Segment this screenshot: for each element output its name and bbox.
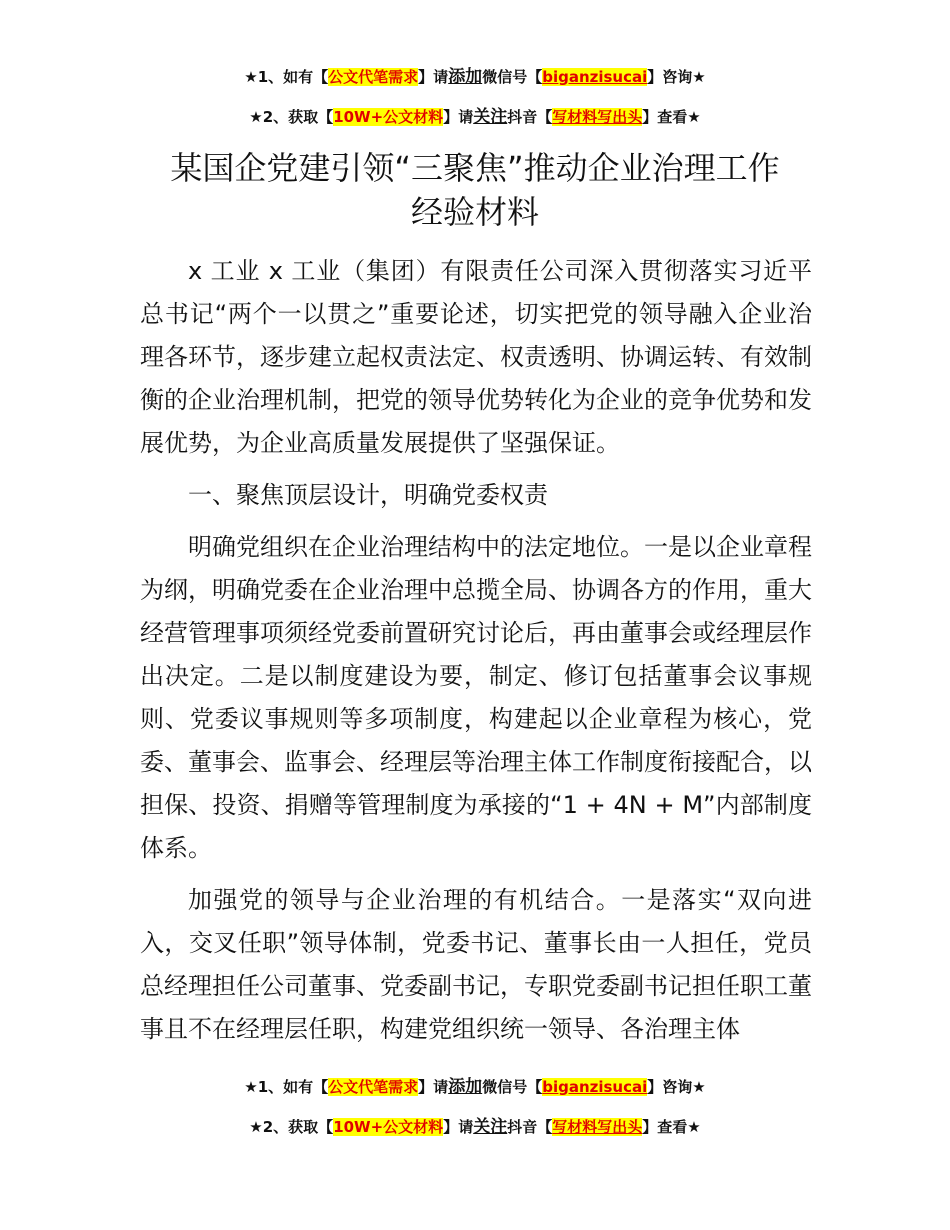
footer-banner-line-2	[0, 1116, 950, 1138]
title-line-1: 某国企党建引领“三聚焦”推动企业治理工作	[170, 149, 780, 187]
banner-prefix: ★2、获取【	[249, 1118, 334, 1136]
banner-text: 】请	[443, 108, 474, 126]
wechat-account: biganzisucai	[542, 1078, 648, 1096]
banner-emphasis: 关注	[473, 107, 508, 127]
title-line-2: 经验材料	[410, 193, 539, 231]
banner-prefix: ★1、如有【	[244, 1078, 329, 1096]
footer-banner-line-1	[0, 1076, 950, 1098]
service-tag: 公文代笔需求	[328, 68, 419, 86]
banner-text: 】请	[418, 1078, 449, 1096]
banner-suffix: 】咨询★	[647, 68, 706, 86]
banner-prefix: ★2、获取【	[249, 108, 334, 126]
header-banner-line-1	[0, 66, 950, 88]
section-heading: 一、聚焦顶层设计，明确党委权责	[188, 481, 548, 509]
banner-prefix: ★1、如有【	[244, 68, 329, 86]
banner-emphasis: 添加	[448, 1077, 483, 1097]
banner-emphasis: 添加	[448, 67, 483, 87]
banner-text: 微信号【	[482, 1078, 543, 1096]
material-tag: 10W+公文材料	[333, 108, 444, 126]
banner-suffix: 】查看★	[642, 1118, 701, 1136]
douyin-account: 写材料写出头	[552, 1118, 643, 1136]
banner-text: 微信号【	[482, 68, 543, 86]
douyin-account: 写材料写出头	[552, 108, 643, 126]
banner-suffix: 】咨询★	[647, 1078, 706, 1096]
intro-paragraph: x 工业 x 工业（集团）有限责任公司深入贯彻落实习近平总书记“两个一以贯之”重要论述，切实把党的领导融入企业治理各环节，逐步建立起权责法定、权责透明、协调运转、有效制衡的企业治理机制，把党的领导优势转化为企业的竞争优势和发展优势，为企业高质量发展提供了坚强保证。	[140, 257, 812, 457]
banner-suffix: 】查看★	[642, 108, 701, 126]
header-banner-line-2	[0, 106, 950, 128]
service-tag: 公文代笔需求	[328, 1078, 419, 1096]
banner-text: 抖音【	[507, 108, 553, 126]
document-title	[110, 146, 840, 234]
body-paragraph: 加强党的领导与企业治理的有机结合。一是落实“双向进入，交叉任职”领导体制，党委书记、董事长由一人担任，党员总经理担任公司董事、党委副书记，专职党委副书记担任职工董事且不在经理层任职，构建党组织统一领导、各治理主体	[140, 886, 812, 1043]
banner-text: 】请	[443, 1118, 474, 1136]
body-paragraph: 明确党组织在企业治理结构中的法定地位。一是以企业章程为纲，明确党委在企业治理中总揽全局、协调各方的作用，重大经营管理事项须经党委前置研究讨论后，再由董事会或经理层作出决定。二是以制度建设为要，制定、修订包括董事会议事规则、党委议事规则等多项制度，构建起以企业章程为核心，党委、董事会、监事会、经理层等治理主体工作制度衔接配合，以担保、投资、捐赠等管理制度为承接的“1 + 4N + M”内部制度体系。	[140, 533, 812, 862]
banner-text: 】请	[418, 68, 449, 86]
material-tag: 10W+公文材料	[333, 1118, 444, 1136]
document-body	[140, 250, 812, 1060]
banner-text: 抖音【	[507, 1118, 553, 1136]
wechat-account: biganzisucai	[542, 68, 648, 86]
banner-emphasis: 关注	[473, 1117, 508, 1137]
